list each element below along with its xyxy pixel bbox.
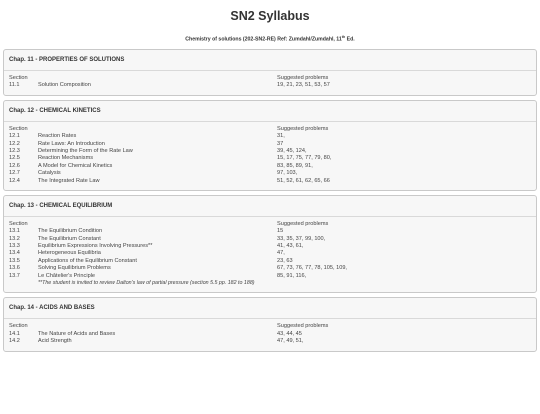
section-topic: Acid Strength (38, 338, 72, 345)
section-topic: The Integrated Rate Law (38, 177, 100, 184)
section-topic: Applications of the Equilibrium Constant (38, 257, 137, 264)
section-number: 14.2 (9, 338, 20, 345)
table-row (9, 338, 531, 345)
edition-superscript: th (341, 35, 346, 39)
section-number: 12.2 (9, 140, 20, 147)
problems-column-header: Suggested problems (277, 125, 329, 132)
table-row (9, 170, 531, 177)
section-number: 12.1 (9, 133, 20, 140)
section-topic: The Nature of Acids and Bases (38, 330, 116, 337)
problems-column-header: Suggested problems (277, 323, 329, 330)
suggested-problems: 51, 52, 61, 62, 65, 66 (277, 177, 330, 184)
section-topic: Reaction Mechanisms (38, 155, 94, 162)
chapter-box (3, 100, 537, 191)
section-topic: Determining the Form of the Rate Law (38, 147, 133, 154)
document-page (0, 9, 540, 352)
chapter-divider (4, 318, 536, 319)
section-number: 14.1 (9, 330, 20, 337)
course-reference-end: Ed. (345, 36, 355, 43)
suggested-problems: 97, 103, (277, 170, 298, 177)
suggested-problems: 23, 63 (277, 257, 293, 264)
table-row (9, 148, 531, 155)
table-header (9, 221, 531, 228)
section-number: 12.3 (9, 147, 20, 154)
table-row (9, 236, 531, 243)
course-reference-text: Chemistry of solutions (202-SN2-RE) Ref: Zumdahl/Zumdahl, 11 (185, 36, 342, 43)
suggested-problems: 15, 17, 75, 77, 79, 80, (277, 155, 332, 162)
table-row (9, 331, 531, 338)
section-topic: Rate Laws: An Introduction (38, 140, 105, 147)
table-row (9, 141, 531, 148)
chapter-title: Chap. 14 - ACIDS AND BASES (9, 305, 95, 312)
table-row (9, 250, 531, 257)
course-reference (0, 33, 540, 41)
table-row (9, 133, 531, 140)
section-number: 12.7 (9, 170, 20, 177)
section-number: 13.2 (9, 235, 20, 242)
table-row (9, 163, 531, 170)
table-row (9, 155, 531, 162)
problems-column-header: Suggested problems (277, 220, 329, 227)
section-number: 12.4 (9, 177, 20, 184)
table-row (9, 178, 531, 185)
section-topic: The Equilibrium Condition (38, 228, 103, 235)
section-topic: Heterogeneous Equilibria (38, 250, 101, 257)
section-topic: A Model for Chemical Kinetics (38, 162, 113, 169)
table-row (9, 82, 531, 89)
section-number: 12.6 (9, 162, 20, 169)
chapter-box (3, 49, 537, 96)
suggested-problems: 15 (277, 228, 284, 235)
suggested-problems: 47, (277, 250, 285, 257)
chapter-divider (4, 121, 536, 122)
section-topic: Equilibrium Expressions Involving Pressures** (38, 243, 153, 250)
suggested-problems: 19, 21, 23, 51, 53, 57 (277, 82, 330, 89)
suggested-problems: 33, 35, 37, 99, 100, (277, 235, 326, 242)
chapter-list (0, 49, 540, 352)
suggested-problems: 67, 73, 76, 77, 78, 105, 109, (277, 265, 347, 272)
suggested-problems: 37 (277, 140, 284, 147)
chapter-title: Chap. 11 - PROPERTIES OF SOLUTIONS (9, 57, 125, 63)
section-topic: Reaction Rates (38, 133, 77, 140)
section-number: 13.6 (9, 265, 20, 272)
chapter-divider (4, 70, 536, 71)
chapter-divider (4, 216, 536, 217)
chapter-title: Chap. 12 - CHEMICAL KINETICS (9, 107, 101, 114)
section-topic: Le Châtelier's Principle (38, 272, 96, 279)
chapter-box (3, 195, 537, 294)
section-number: 13.4 (9, 250, 20, 257)
section-topic: The Equilibrium Constant (38, 235, 101, 242)
section-topic: Solution Composition (38, 82, 91, 89)
problems-column-header: Suggested problems (277, 75, 329, 81)
section-number: 13.1 (9, 228, 20, 235)
suggested-problems: 43, 44, 45 (277, 330, 302, 337)
section-number: 13.5 (9, 257, 20, 264)
table-header (9, 126, 531, 133)
chapter-note: **The student is invited to review Dalton's law of partial pressure (section 5.5 pp. 182 to 188) (38, 280, 255, 287)
table-row (9, 243, 531, 250)
table-row (9, 265, 531, 272)
section-column-header: Section (9, 125, 28, 132)
page-title: SN2 Syllabus (230, 9, 310, 23)
suggested-problems: 47, 49, 51, (277, 338, 304, 345)
suggested-problems: 41, 43, 61, (277, 243, 304, 250)
chapter-title: Chap. 13 - CHEMICAL EQUILIBRIUM (9, 202, 113, 209)
section-topic: Catalysis (38, 170, 61, 177)
suggested-problems: 83, 85, 89, 91, (277, 162, 313, 169)
section-column-header: Section (9, 323, 28, 330)
section-topic: Solving Equilibrium Problems (38, 265, 111, 272)
table-row (9, 273, 531, 280)
table-row (9, 258, 531, 265)
section-number: 13.3 (9, 243, 20, 250)
table-row (9, 228, 531, 235)
suggested-problems: 85, 91, 116, (277, 272, 307, 279)
table-header (9, 75, 531, 82)
section-column-header: Section (9, 220, 28, 227)
section-number: 11.1 (9, 82, 20, 89)
suggested-problems: 39, 45, 124, (277, 147, 307, 154)
section-column-header: Section (9, 75, 28, 81)
section-number: 12.5 (9, 155, 20, 162)
chapter-box (3, 297, 537, 351)
section-number: 13.7 (9, 272, 20, 279)
suggested-problems: 31, (277, 133, 285, 140)
table-header (9, 323, 531, 330)
